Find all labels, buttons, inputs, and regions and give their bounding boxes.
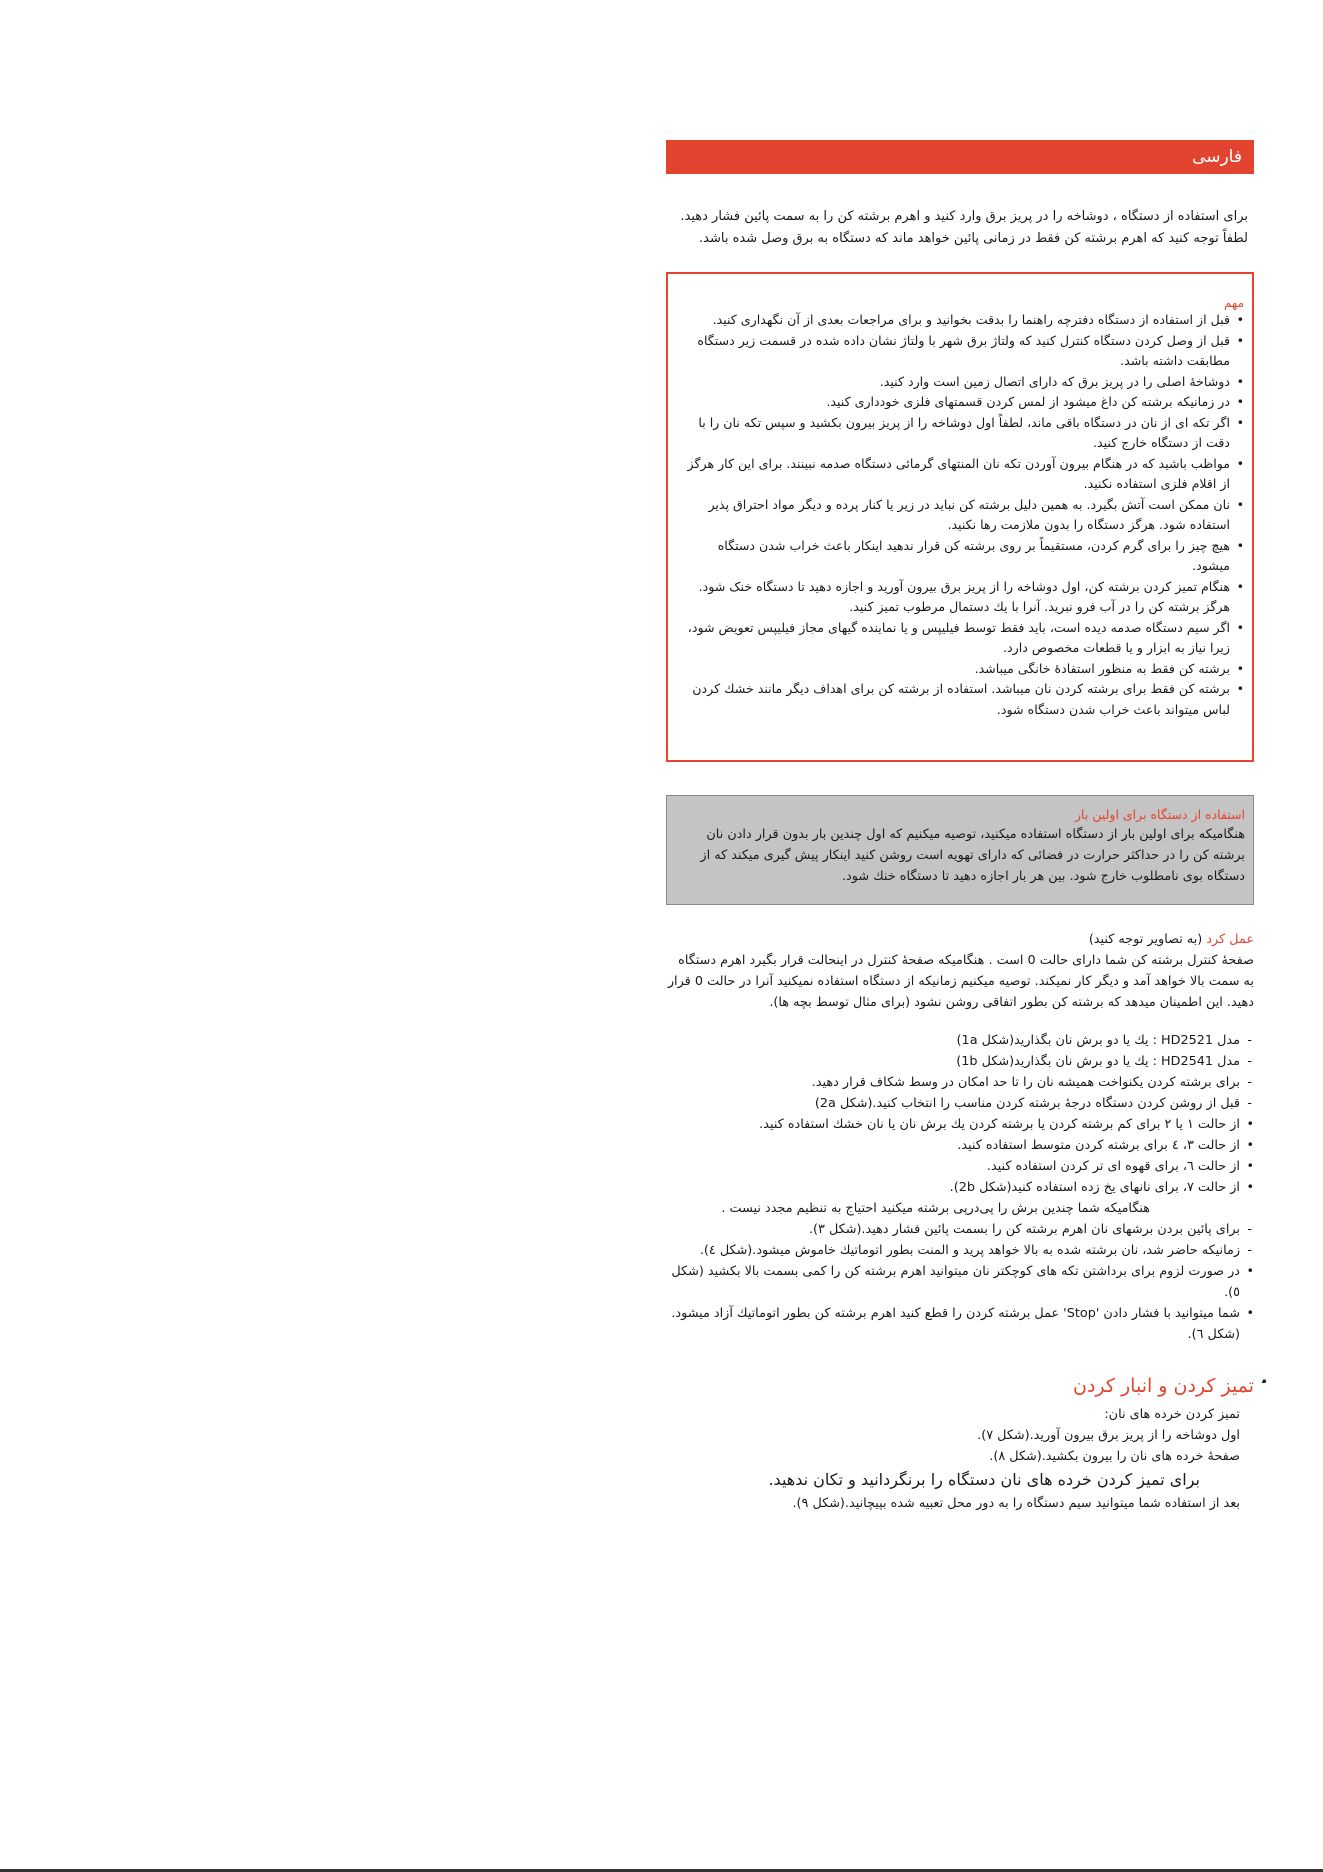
important-item: • هیچ چیز را برای گرم کردن، مستقیماً بر روی برشته کن قرار ندهید اینکار باعث خراب شدن دستگاه میشود. — [676, 536, 1230, 577]
step-item: • از حالت ۱ یا ۲ برای کم برشته کردن یا برشته کردن یك برش نان یا نان خشك استفاده کنید. — [666, 1114, 1240, 1135]
step-note: هنگامیکه شما چندین برش را پی‌درپی برشته میکنید احتیاج به تنظیم مجدد نیست . — [721, 1201, 1150, 1216]
language-label: فارسی — [1192, 147, 1242, 167]
step-item: • در صورت لزوم برای برداشتن تکه های کوچکتر نان میتوانید اهرم برشته کن را کمی بسمت بالا بکشید (شکل ٥). — [666, 1261, 1240, 1303]
step-item: • از حالت ۳، ٤ برای برشته کردن متوسط استفاده کنید. — [666, 1135, 1240, 1156]
cleaning-warning: برای تمیز کردن خرده های نان دستگاه را برنگردانید و تکان ندهید. — [768, 1470, 1200, 1489]
language-header-bar — [666, 140, 1254, 174]
cleaning-list — [666, 1404, 1254, 1514]
important-item: • در زمانیکه برشته کن داغ میشود از لمس کردن قسمتهای فلزی خودداری کنید. — [676, 392, 1230, 413]
important-item: • دوشاخهٔ اصلی را در پریز برق که دارای اتصال زمین است وارد کنید. — [676, 372, 1230, 393]
important-item: • نان ممکن است آتش بگیرد. به همین دلیل برشته کن نباید در زیر یا کنار پرده و دیگر مواد احتراق پذیر استفاده شود. هرگز دستگاه را بدون ملازمت رها نکنید. — [676, 495, 1230, 536]
cleaning-item: - صفحهٔ خرده های نان را بیرون بکشید.(شکل ۸). — [666, 1446, 1240, 1467]
intro-section — [666, 206, 1254, 250]
operation-heading — [666, 930, 1254, 950]
cleaning-item: - بعد از استفاده شما میتوانید سیم دستگاه را به دور محل تعبیه شده بپیچانید.(شکل ۹). — [666, 1493, 1240, 1514]
step-item: - مدل HD2541 : یك یا دو برش نان بگذارید(شکل 1b) — [666, 1051, 1240, 1072]
important-item: • برشته کن فقط برای برشته کردن نان میباشد. استفاده از برشته کن برای اهداف دیگر مانند خشك کردن لباس میتواند باعث خراب شدن دستگاه شود. — [676, 679, 1230, 720]
important-item: • برشته کن فقط به منظور استفادهٔ خانگی میباشد. — [676, 659, 1230, 680]
important-item: • مواظب باشید که در هنگام بیرون آوردن تکه نان المنتهای گرمائی دستگاه صدمه نبینند. برای این کار هرگز از اقلام فلزی استفاده نکنید. — [676, 454, 1230, 495]
operation-section — [666, 930, 1254, 1013]
important-title: مهم — [1224, 296, 1244, 310]
cleaning-title: تمیز کردن و انبار کردن — [1073, 1375, 1254, 1397]
step-item: - زمانیکه حاضر شد، نان برشته شده به بالا خواهد پرید و المنت بطور اتوماتیك خاموش میشود.(شکل ٤). — [666, 1240, 1240, 1261]
step-item: - مدل HD2521 : یك یا دو برش نان بگذارید(شکل 1a) — [666, 1030, 1240, 1051]
operation-title-note: (به تصاویر توجه کنید) — [1088, 932, 1203, 947]
steps-section — [666, 1030, 1254, 1345]
first-use-title: استفاده از دستگاه برای اولین بار — [1075, 807, 1245, 822]
operation-title: عمل کرد — [1206, 932, 1254, 947]
important-box — [666, 272, 1254, 762]
important-item: • قبل از وصل کردن دستگاه کنترل کنید که ولتاژ برق شهر با ولتاژ نشان داده شده در قسمت زیر دستگاه مطابقت داشته باشد. — [676, 331, 1230, 372]
step-item: - برای پائین بردن برشهای نان اهرم برشته کن را بسمت پائین فشار دهید.(شکل ۳). — [666, 1219, 1240, 1240]
important-item: • اگر تکه ای از نان در دستگاه باقی ماند، لطفاً اول دوشاخه را از پریز بیرون بکشید و سپس تکه نان را با دقت از دستگاه خارج کنید. — [676, 413, 1230, 454]
first-use-box — [666, 795, 1254, 905]
intro-line: برای استفاده از دستگاه ، دوشاخه را در پریز برق وارد کنید و اهرم برشته کن را به سمت پائین فشار دهید. — [680, 209, 1248, 224]
cleaning-item: • تمیز کردن خرده های نان: — [666, 1404, 1240, 1425]
intro-line: لطفاً توجه کنید که اهرم برشته کن فقط در زمانی پائین خواهد ماند که دستگاه به برق وصل شده باشد. — [699, 231, 1248, 246]
important-item: • هنگام تمیز کردن برشته کن، اول دوشاخه را از پریز برق بیرون آورید و اجازه دهید تا دستگاه خنک شود. هرگز برشته کن را در آب فرو نبرید. آنرا با یك دستمال مرطوب تمیز کنید. — [676, 577, 1230, 618]
steps-list — [666, 1030, 1254, 1345]
step-item: • از حالت ٦، برای قهوه ای تر کردن استفاده کنید. — [666, 1156, 1240, 1177]
step-item: - قبل از روشن کردن دستگاه درجهٔ برشته کردن مناسب را انتخاب کنید.(شکل 2a) — [666, 1093, 1240, 1114]
important-item: • اگر سیم دستگاه صدمه دیده است، باید فقط توسط فیلیپس و یا نماینده گیهای مجاز فیلیپس تعویض شود، زیرا نیاز به ابزار و یا قطعات مخصوص دارد. — [676, 618, 1230, 659]
step-item: - برای برشته کردن یکنواخت همیشه نان را تا حد امکان در وسط شکاف قرار دهید. — [666, 1072, 1240, 1093]
step-item: • شما میتوانید با فشار دادن 'Stop' عمل برشته کردن را قطع کنید اهرم برشته کن بطور اتوماتیك آزاد میشود.(شکل ٦). — [666, 1303, 1240, 1345]
step-item: • از حالت ۷، برای نانهای یخ زده استفاده کنید(شکل 2b). — [666, 1177, 1240, 1198]
operation-text: صفحهٔ کنترل برشته کن شما دارای حالت 0 است . هنگامیکه صفحهٔ کنترل در اینحالت قرار بگیرد اهرم دستگاه به سمت بالا خواهد آمد و دیگر کار نمیکند. توصیه میکنیم زمانیکه از دستگاه استفاده نمیکنید آنرا در حالت 0 قرار دهید. این اطمینان میدهد که برشته کن بطور اتفاقی روشن نشود (برای مثال توسط بچه ها). — [667, 953, 1254, 1010]
cleaning-item: - اول دوشاخه را از پریز برق بیرون آورید.(شکل ۷). — [666, 1425, 1240, 1446]
important-list — [676, 310, 1244, 720]
important-item: • قبل از استفاده از دستگاه دفترچه راهنما را بدقت بخوانید و برای مراجعات بعدی از آن نگهداری کنید. — [676, 310, 1230, 331]
first-use-text: هنگامیکه برای اولین بار از دستگاه استفاده میکنید، توصیه میکنیم که اول چندین بار بدون قرار دادن نان برشته کن را در حداکثر حرارت در فضائی که دارای تهویه است روشن کنید اینکار پیش گیری میکند که از دستگاه بوی نامطلوب خارج شود. بین هر بار اجازه دهید تا دستگاه خنك شود. — [700, 827, 1245, 884]
cleaning-section — [666, 1372, 1254, 1514]
